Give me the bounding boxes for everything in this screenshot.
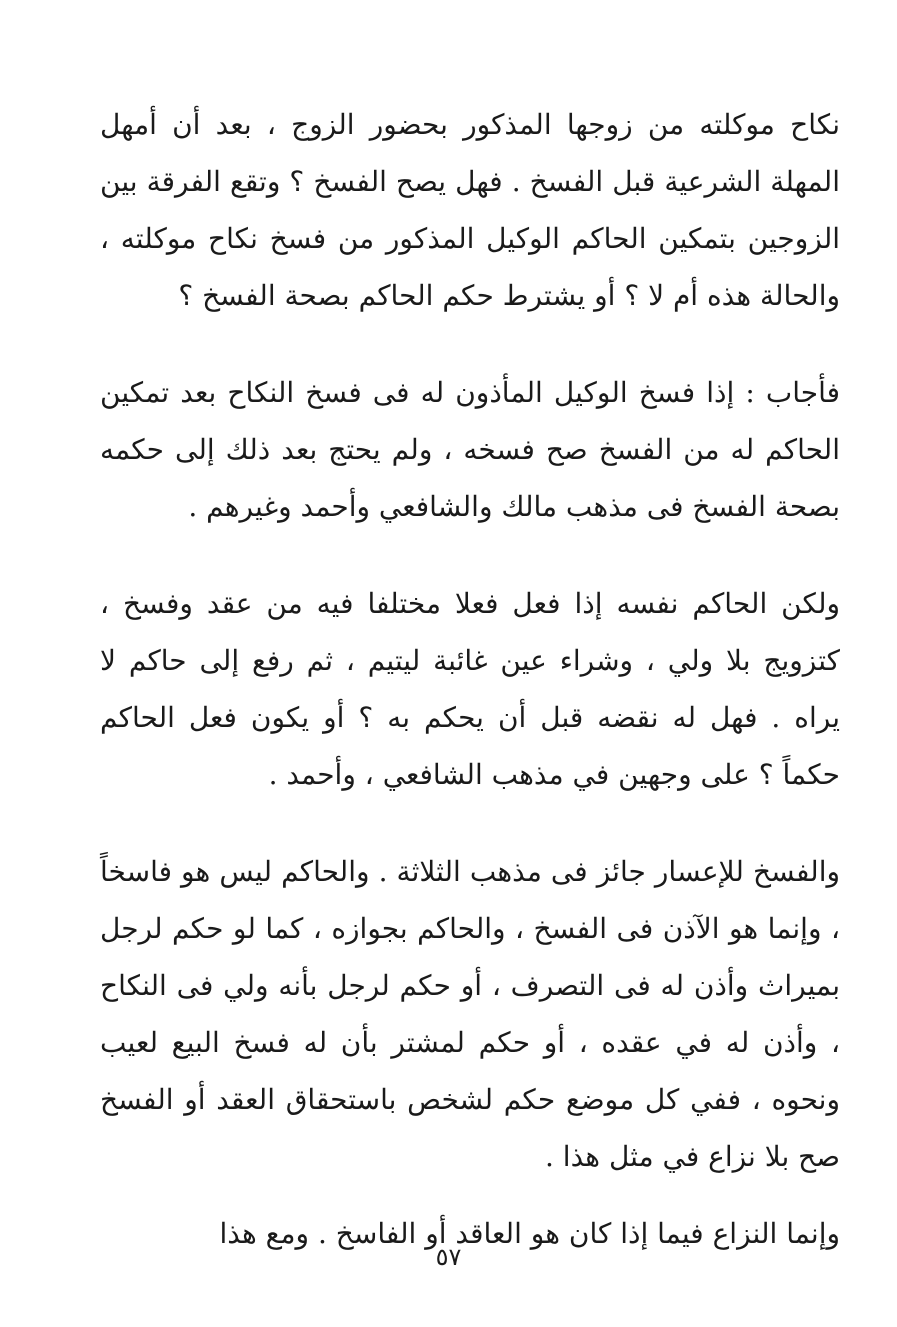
paragraph-dispute: وإنما النزاع فيما إذا كان هو العاقد أو الفاسخ . ومع هذا xyxy=(219,1217,840,1250)
paragraph-insolvency: والفسخ للإعسار جائز فى مذهب الثلاثة . والحاكم ليس هو فاسخاً ، وإنما هو الآذن فى الفسخ ، والحاكم بجوازه ، كما لو حكم لرجل بميراث وأذن له فى التصرف ، أو حكم لرجل بأنه ولي فى النكاح ، وأذن له في عقده ، أو حكم لمشتر بأن له فسخ البيع لعيب ونحوه ، ففي كل موضع حكم لشخص باستحقاق العقد أو الفسخ صح بلا نزاع في مثل هذا . xyxy=(100,855,840,1173)
body-text xyxy=(100,96,840,1262)
paragraph-question: نكاح موكلته من زوجها المذكور بحضور الزوج ، بعد أن أمهل المهلة الشرعية قبل الفسخ . فهل يصح الفسخ ؟ وتقع الفرقة بين الزوجين بتمكين الحاكم الوكيل المذكور من فسخ نكاح موكلته ، والحالة هذه أم لا ؟ أو يشترط حكم الحاكم بصحة الفسخ ؟ xyxy=(100,108,840,312)
paragraph-judge-act: ولكن الحاكم نفسه إذا فعل فعلا مختلفا فيه من عقد وفسخ ، كتزويج بلا ولي ، وشراء عين غائبة ليتيم ، ثم رفع إلى حاكم لا يراه . فهل له نقضه قبل أن يحكم به ؟ أو يكون فعل الحاكم حكماً ؟ على وجهين في مذهب الشافعي ، وأحمد . xyxy=(100,587,840,791)
page-number: ٥٧ xyxy=(435,1243,462,1271)
paragraph-answer: فأجاب : إذا فسخ الوكيل المأذون له فى فسخ النكاح بعد تمكين الحاكم له من الفسخ صح فسخه ، ولم يحتج بعد ذلك إلى حكمه بصحة الفسخ فى مذهب مالك والشافعي وأحمد وغيرهم . xyxy=(100,376,840,523)
